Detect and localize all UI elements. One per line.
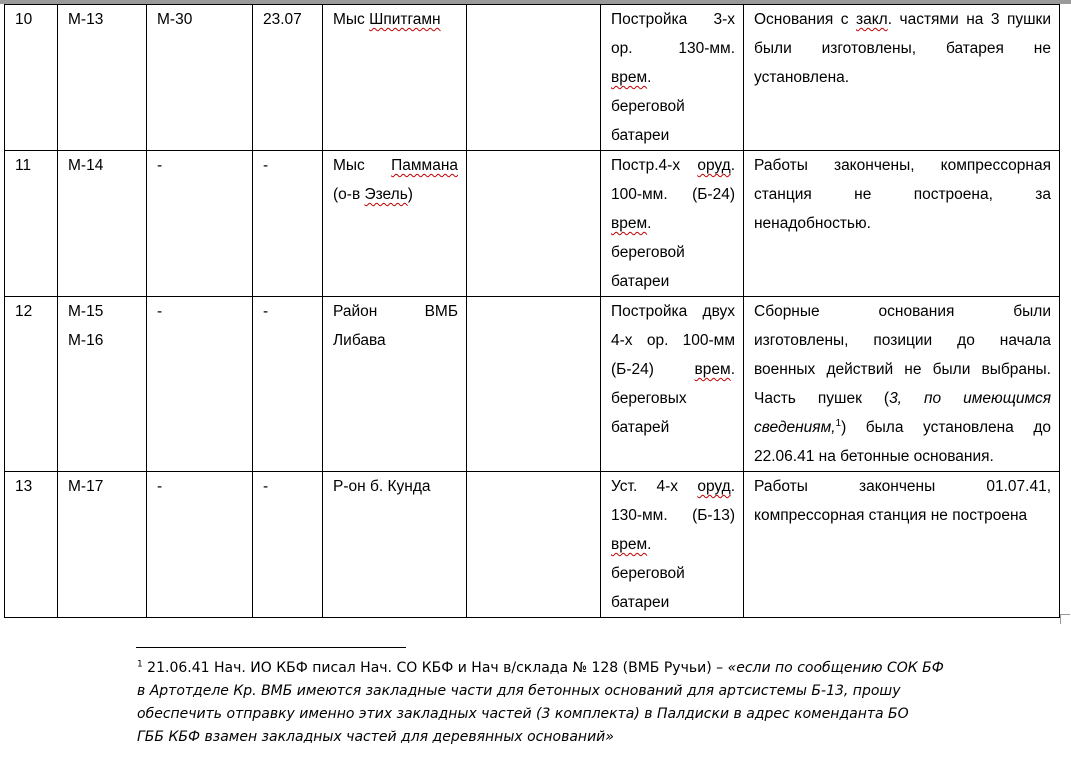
cell-code-2-text: - <box>157 478 163 495</box>
text-line <box>754 442 1051 471</box>
cell-number-text: 12 <box>15 303 33 320</box>
table-row <box>5 472 1060 618</box>
text-run: Работы закончены, компрессорная <box>754 157 1051 174</box>
italic-text: ГББ КБФ взамен закладных частей для деревянных оснований» <box>137 729 614 745</box>
footnote-separator <box>136 647 406 648</box>
text-run: береговой <box>611 98 685 115</box>
spellcheck-flagged-word: Паммана <box>391 157 458 174</box>
text-run: Постройка 3-х <box>611 11 735 28</box>
text-run: 21.06.41 Нач. ИО КБФ писал Нач. СО КБФ и Нач в/склада № 128 (ВМБ Ручьи) – <box>142 660 728 676</box>
text-run: . <box>647 69 652 86</box>
cell-code-2-text: - <box>157 157 163 174</box>
text-run: . <box>730 361 735 378</box>
cell-empty <box>467 297 601 472</box>
text-run: Мыс <box>333 157 392 174</box>
text-run: Часть пушек ( <box>754 390 890 407</box>
text-line <box>754 413 1051 442</box>
text-run: береговой <box>611 565 685 582</box>
text-run: военных действий не были выбраны. <box>754 361 1051 378</box>
text-run: . <box>730 478 735 495</box>
text-run: Сборные основания были <box>754 303 1051 320</box>
text-line <box>333 472 458 501</box>
text-line <box>611 238 735 267</box>
cell-code-2 <box>147 297 253 472</box>
cell-code-text: М-13 <box>68 11 104 28</box>
cell-date-text: - <box>263 157 269 174</box>
text-run: батарей <box>611 419 670 436</box>
text-line <box>754 34 1051 63</box>
text-run: Основания с <box>754 11 856 28</box>
spellcheck-flagged-word: оруд <box>697 478 731 495</box>
text-line <box>611 472 735 501</box>
text-line <box>611 588 735 617</box>
footnote-line <box>137 680 1037 703</box>
cell-empty <box>467 151 601 297</box>
text-run: береговой <box>611 244 685 261</box>
text-line <box>611 92 735 121</box>
cell-code-text: М-15 <box>68 303 104 320</box>
text-line <box>611 5 735 34</box>
table-row <box>5 297 1060 472</box>
cell-date <box>253 151 323 297</box>
text-line <box>754 151 1051 180</box>
text-line <box>754 384 1051 413</box>
cell-number-text: 11 <box>15 157 32 174</box>
text-run: Работы закончены 01.07.41, <box>754 478 1051 495</box>
text-line <box>333 297 458 326</box>
cell-number <box>5 5 58 151</box>
cell-date <box>253 297 323 472</box>
cell-code-2 <box>147 5 253 151</box>
text-run: 4-х ор. 100-мм <box>611 332 735 349</box>
text-line <box>754 180 1051 209</box>
spellcheck-flagged-word: Шпитгамн <box>369 11 441 28</box>
text-run: батареи <box>611 594 670 611</box>
cell-code <box>58 5 147 151</box>
text-run: ) была установлена до <box>841 419 1051 436</box>
table-row <box>5 5 1060 151</box>
cell-note <box>744 297 1060 472</box>
spellcheck-flagged-word: оруд <box>697 157 731 174</box>
cell-code-text: М-14 <box>68 157 104 174</box>
text-run: Район ВМБ <box>333 303 458 320</box>
text-run: батареи <box>611 127 670 144</box>
text-run: 100-мм. (Б-24) <box>611 186 735 203</box>
cell-code <box>58 472 147 618</box>
text-run: установлена. <box>754 69 850 86</box>
text-line <box>754 355 1051 384</box>
text-run: ор. 130-мм. <box>611 40 735 57</box>
cell-location <box>323 5 467 151</box>
text-line <box>754 63 1051 92</box>
cell-date <box>253 472 323 618</box>
cell-code-2-text: - <box>157 303 163 320</box>
footnote-reference: 1 <box>835 417 842 429</box>
text-line <box>611 63 735 92</box>
italic-text: 3, по имеющимся <box>889 390 1051 407</box>
cell-date-text: - <box>263 478 269 495</box>
spellcheck-flagged-word: закл <box>855 11 888 28</box>
footnote <box>137 657 1037 749</box>
cell-number <box>5 297 58 472</box>
text-run: . <box>647 215 652 232</box>
spellcheck-flagged-word: врем <box>611 536 648 553</box>
text-line <box>333 5 458 34</box>
text-run: ненадобностью. <box>754 215 871 232</box>
text-run: были изготовлены, батарея не <box>754 40 1051 57</box>
text-run: . <box>730 157 735 174</box>
text-run: компрессорная станция не построена <box>754 507 1028 524</box>
cell-date-text: 23.07 <box>263 11 302 28</box>
italic-text: обеспечить отправку именно этих закладных частей (3 комплекта) в Палдиски в адрес коменданта БО <box>137 706 909 722</box>
cell-note <box>744 151 1060 297</box>
text-run: 22.06.41 на бетонные основания. <box>754 448 994 465</box>
text-run: станция не построена, за <box>754 186 1051 203</box>
battery-table <box>4 4 1060 618</box>
text-line <box>611 326 735 355</box>
text-line <box>333 180 458 209</box>
cell-date-text: - <box>263 303 269 320</box>
cell-number <box>5 472 58 618</box>
text-run: Постройка двух <box>611 303 735 320</box>
cell-number-text: 10 <box>15 11 33 28</box>
text-line <box>611 413 735 442</box>
text-run: (Б-24) <box>611 361 695 378</box>
cell-location <box>323 151 467 297</box>
text-run: (о-в <box>333 186 365 203</box>
text-line <box>611 151 735 180</box>
text-run: ) <box>407 186 413 203</box>
text-line <box>611 530 735 559</box>
cell-empty <box>467 5 601 151</box>
text-run: Мыс <box>333 11 370 28</box>
text-run: Либава <box>333 332 386 349</box>
text-line <box>754 501 1051 530</box>
table-row <box>5 151 1060 297</box>
text-line <box>611 180 735 209</box>
text-line <box>333 326 458 355</box>
text-run: Р-он б. Кунда <box>333 478 431 495</box>
text-line <box>611 501 735 530</box>
cell-work <box>601 151 744 297</box>
text-line <box>754 5 1051 34</box>
text-line <box>754 209 1051 238</box>
table-resize-handle[interactable] <box>1060 614 1070 624</box>
cell-code-2-text: М-30 <box>157 11 193 28</box>
cell-date <box>253 5 323 151</box>
italic-text: «если по сообщению СОК БФ <box>727 660 944 676</box>
text-line <box>333 151 458 180</box>
spellcheck-flagged-word: врем <box>611 69 648 86</box>
text-line <box>611 297 735 326</box>
text-run: . частями на 3 пушки <box>887 11 1051 28</box>
text-line <box>611 34 735 63</box>
cell-code <box>58 151 147 297</box>
text-run: изготовлены, позиции до начала <box>754 332 1051 349</box>
cell-work <box>601 5 744 151</box>
cell-location <box>323 472 467 618</box>
text-line <box>611 355 735 384</box>
cell-empty <box>467 472 601 618</box>
footnote-marker: 1 <box>137 659 143 670</box>
spellcheck-flagged-word: врем <box>611 215 648 232</box>
text-line <box>611 121 735 150</box>
cell-location <box>323 297 467 472</box>
text-line <box>611 209 735 238</box>
text-run: . <box>647 536 652 553</box>
text-run: береговых <box>611 390 687 407</box>
cell-code-2 <box>147 472 253 618</box>
text-run: Постр.4-х <box>611 157 698 174</box>
cell-work <box>601 297 744 472</box>
cell-work <box>601 472 744 618</box>
footnote-line <box>137 657 1037 680</box>
text-line <box>754 297 1051 326</box>
footnote-line <box>137 703 1037 726</box>
spellcheck-flagged-word: Эзель <box>364 186 408 203</box>
cell-code-2 <box>147 151 253 297</box>
text-line <box>611 384 735 413</box>
footnote-line <box>137 726 1037 749</box>
italic-text: в Артотделе Кр. ВМБ имеются закладные части для бетонных оснований для артсистемы Б-13, прошу <box>137 683 901 699</box>
text-run: батареи <box>611 273 670 290</box>
cell-number-text: 13 <box>15 478 33 495</box>
italic-text: сведениям, <box>754 419 836 436</box>
cell-number <box>5 151 58 297</box>
cell-note <box>744 472 1060 618</box>
cell-code-text: М-17 <box>68 478 104 495</box>
text-line <box>754 472 1051 501</box>
cell-code <box>58 297 147 472</box>
text-run: Уст. 4-х <box>611 478 698 495</box>
text-run: 130-мм. (Б-13) <box>611 507 735 524</box>
cell-code-text: М-16 <box>68 332 104 349</box>
spellcheck-flagged-word: врем <box>694 361 731 378</box>
text-line <box>754 326 1051 355</box>
cell-note <box>744 5 1060 151</box>
text-line <box>611 267 735 296</box>
text-line <box>611 559 735 588</box>
